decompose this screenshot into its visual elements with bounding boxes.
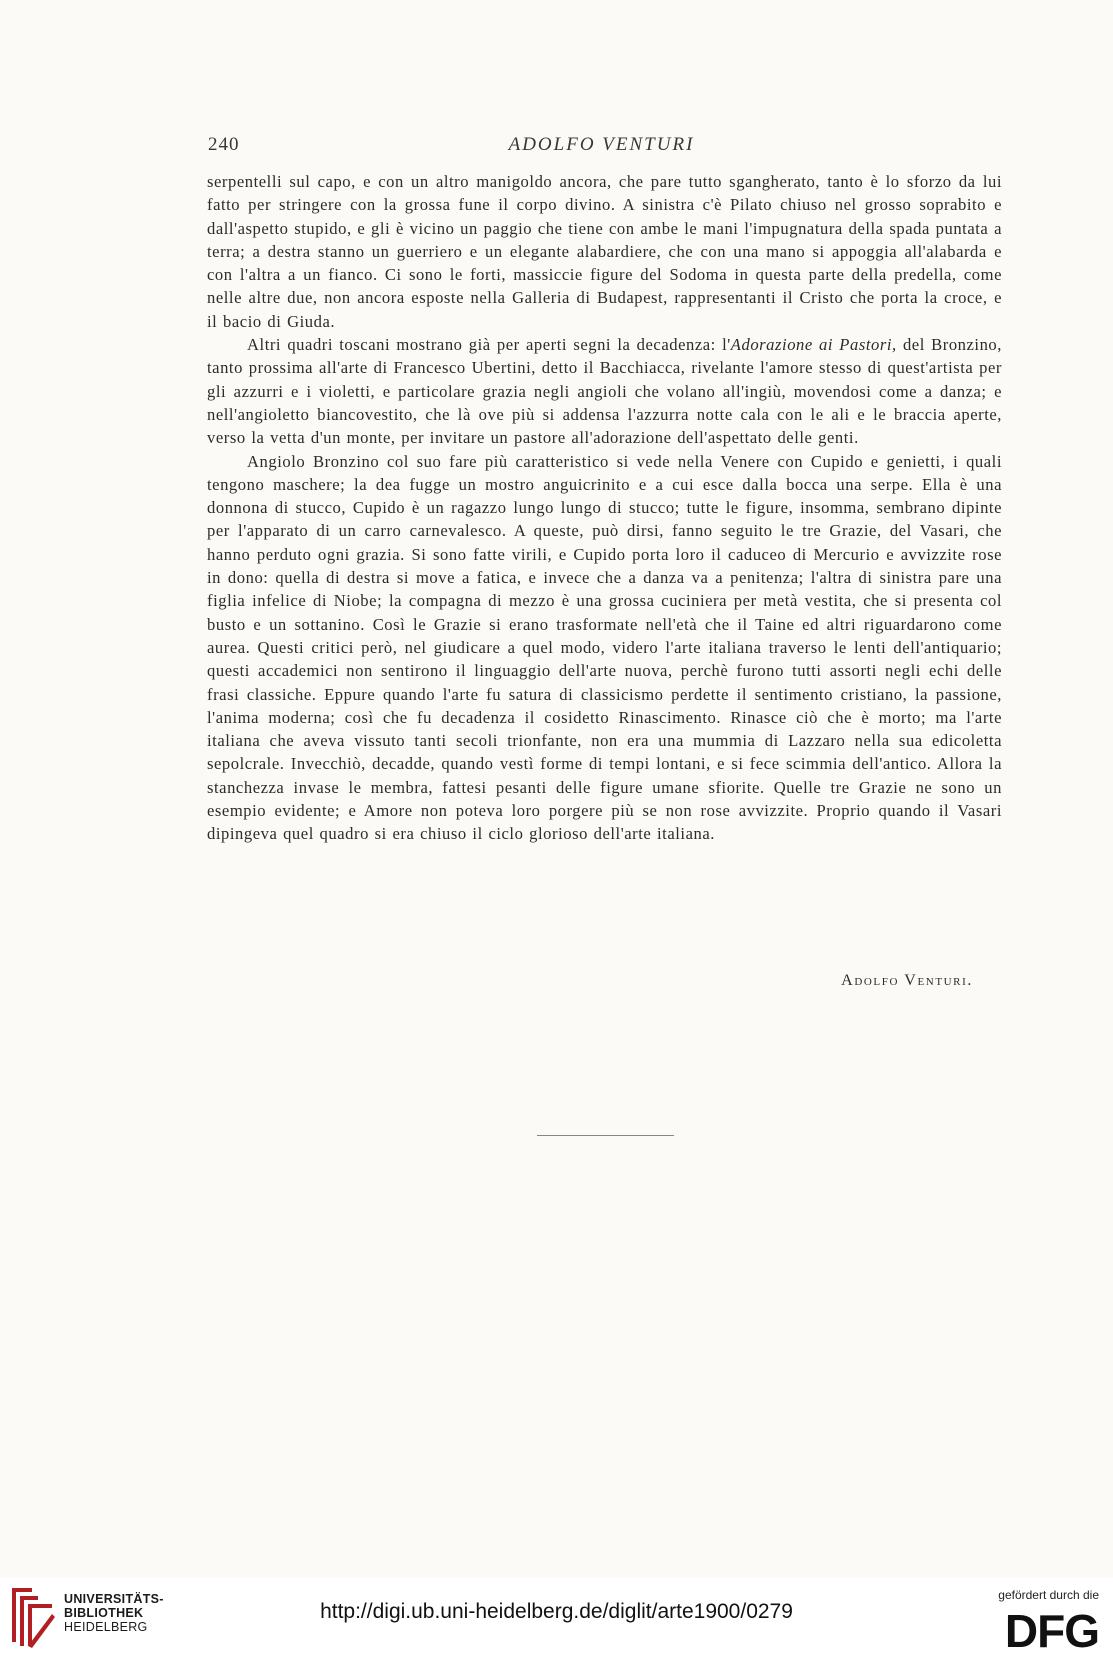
paragraph — [207, 170, 1002, 333]
author-signature: Adolfo Venturi. — [841, 972, 973, 989]
funder-caption: gefördert durch die — [998, 1588, 1099, 1602]
body-text — [207, 170, 1002, 846]
running-title: ADOLFO VENTURI — [508, 134, 695, 155]
end-rule-divider — [537, 1135, 674, 1136]
page-number: 240 — [208, 134, 240, 155]
footer-bar — [0, 1578, 1113, 1660]
library-line-1: UNIVERSITÄTS- — [64, 1592, 164, 1606]
permalink-url[interactable]: http://digi.ub.uni-heidelberg.de/diglit/arte1900/0279 — [320, 1600, 793, 1623]
text-span: del Bronzino, tanto prossima all'arte di Francesco Ubertini, detto il Bacchiacca, rivelante l'amore stesso di quest'artista per gli azzurri e i violetti, e particolare grazia negli angioli che volano all'ingiù, movendosi come a danza; e nell'angioletto biancovestito, che là ove più si addensa l'azzurra notte cala con le ali e le braccia aperte, verso la vetta d'un monte, per invitare un pastore all'adorazione dell'aspettato delle genti. — [207, 335, 1002, 448]
library-line-2: BIBLIOTHEK — [64, 1606, 144, 1620]
running-head — [200, 134, 1003, 160]
text-span: Altri quadri toscani mostrano già per aperti segni la decadenza: l' — [247, 335, 731, 355]
text-span: Angiolo Bronzino col suo fare più caratteristico si vede nella Venere con Cupido e genietti, i quali tengono maschere; la dea fugge un mostro anguicrinito e a cui esce dalla bocca una serpe. Ella è una donnona di stucco, Cupido è un ragazzo lungo lungo di stucco; tutte le figure, insomma, sembrano dipinte per l'apparato di un carro carnevalesco. A queste, può dirsi, fanno seguito le tre Grazie, del Vasari, che hanno perduto ogni grazia. Si sono fatte virili, e Cupido porta loro il caduceo di Mercurio e avvizzite rose in dono: quella di destra si move a fatica, e invece che a danza va a penitenza; l'altra di sinistra pare una figlia infelice di Niobe; la compagna di mezzo è una grossa cuciniera per metà vestita, che si presenta col busto e un sottanino. Così le Grazie si erano trasformate nell'età che il Taine ed altri riguardarono come aurea. Questi critici però, nel giudicare a quel modo, videro l'arte italiana traverso le lenti dell'antiquario; questi accademici non sentirono il linguaggio dell'arte nuova, perchè furono tutti assorti negli echi delle frasi classiche. Eppure quando l'arte fu satura di classicismo perdette il sentimento cristiano, la passione, l'anima moderna; così che fu decadenza il cosidetto Rinascimento. Rinasce ciò che è morto; ma l'arte italiana che aveva vissuto tanti secoli trionfante, non era una mummia di Lazzaro nella sua edicoletta sepolcrale. Invecchiò, decadde, quando vestì forme di tempi lontani, e si fece scimmia dell'antico. Allora la stanchezza invase le membra, fattesi pesanti delle figure umane sfiorite. Quelle tre Grazie ne sono un esempio evidente; e Amore non poteva loro porgere più se non rose avvizzite. Proprio quando il Vasari dipingeva quel quadro si era chiuso il ciclo glorioso dell'arte italiana. — [207, 451, 1002, 844]
paragraph — [207, 333, 1002, 449]
library-line-3: HEIDELBERG — [64, 1620, 148, 1634]
italic-title-span: Adorazione ai Pastori, — [730, 335, 897, 355]
text-span: serpentelli sul capo, e con un altro manigoldo ancora, che pare tutto sgangherato, tanto è lo sforzo da lui fatto per stringere con la grossa fune il corpo divino. A sinistra c'è Pilato chiuso nel grosso soprabito e dall'aspetto stupido, e gli è vicino un paggio che tiene con ambe le mani l'impugnatura della spada puntata a terra; a destra stanno un guerriero e un elegante alabardiere, che con una mano si appoggia all'alabarda e con l'altra a un fianco. Ci sono le forti, massiccie figure del Sodoma in questa parte della predella, come nelle altre due, non ancora esposte nella Galleria di Budapest, rappresentanti il Cristo che porta la croce, e il bacio di Giuda. — [207, 172, 1002, 331]
dfg-logo-icon: DFG — [1004, 1605, 1099, 1657]
paragraph — [207, 450, 1002, 846]
